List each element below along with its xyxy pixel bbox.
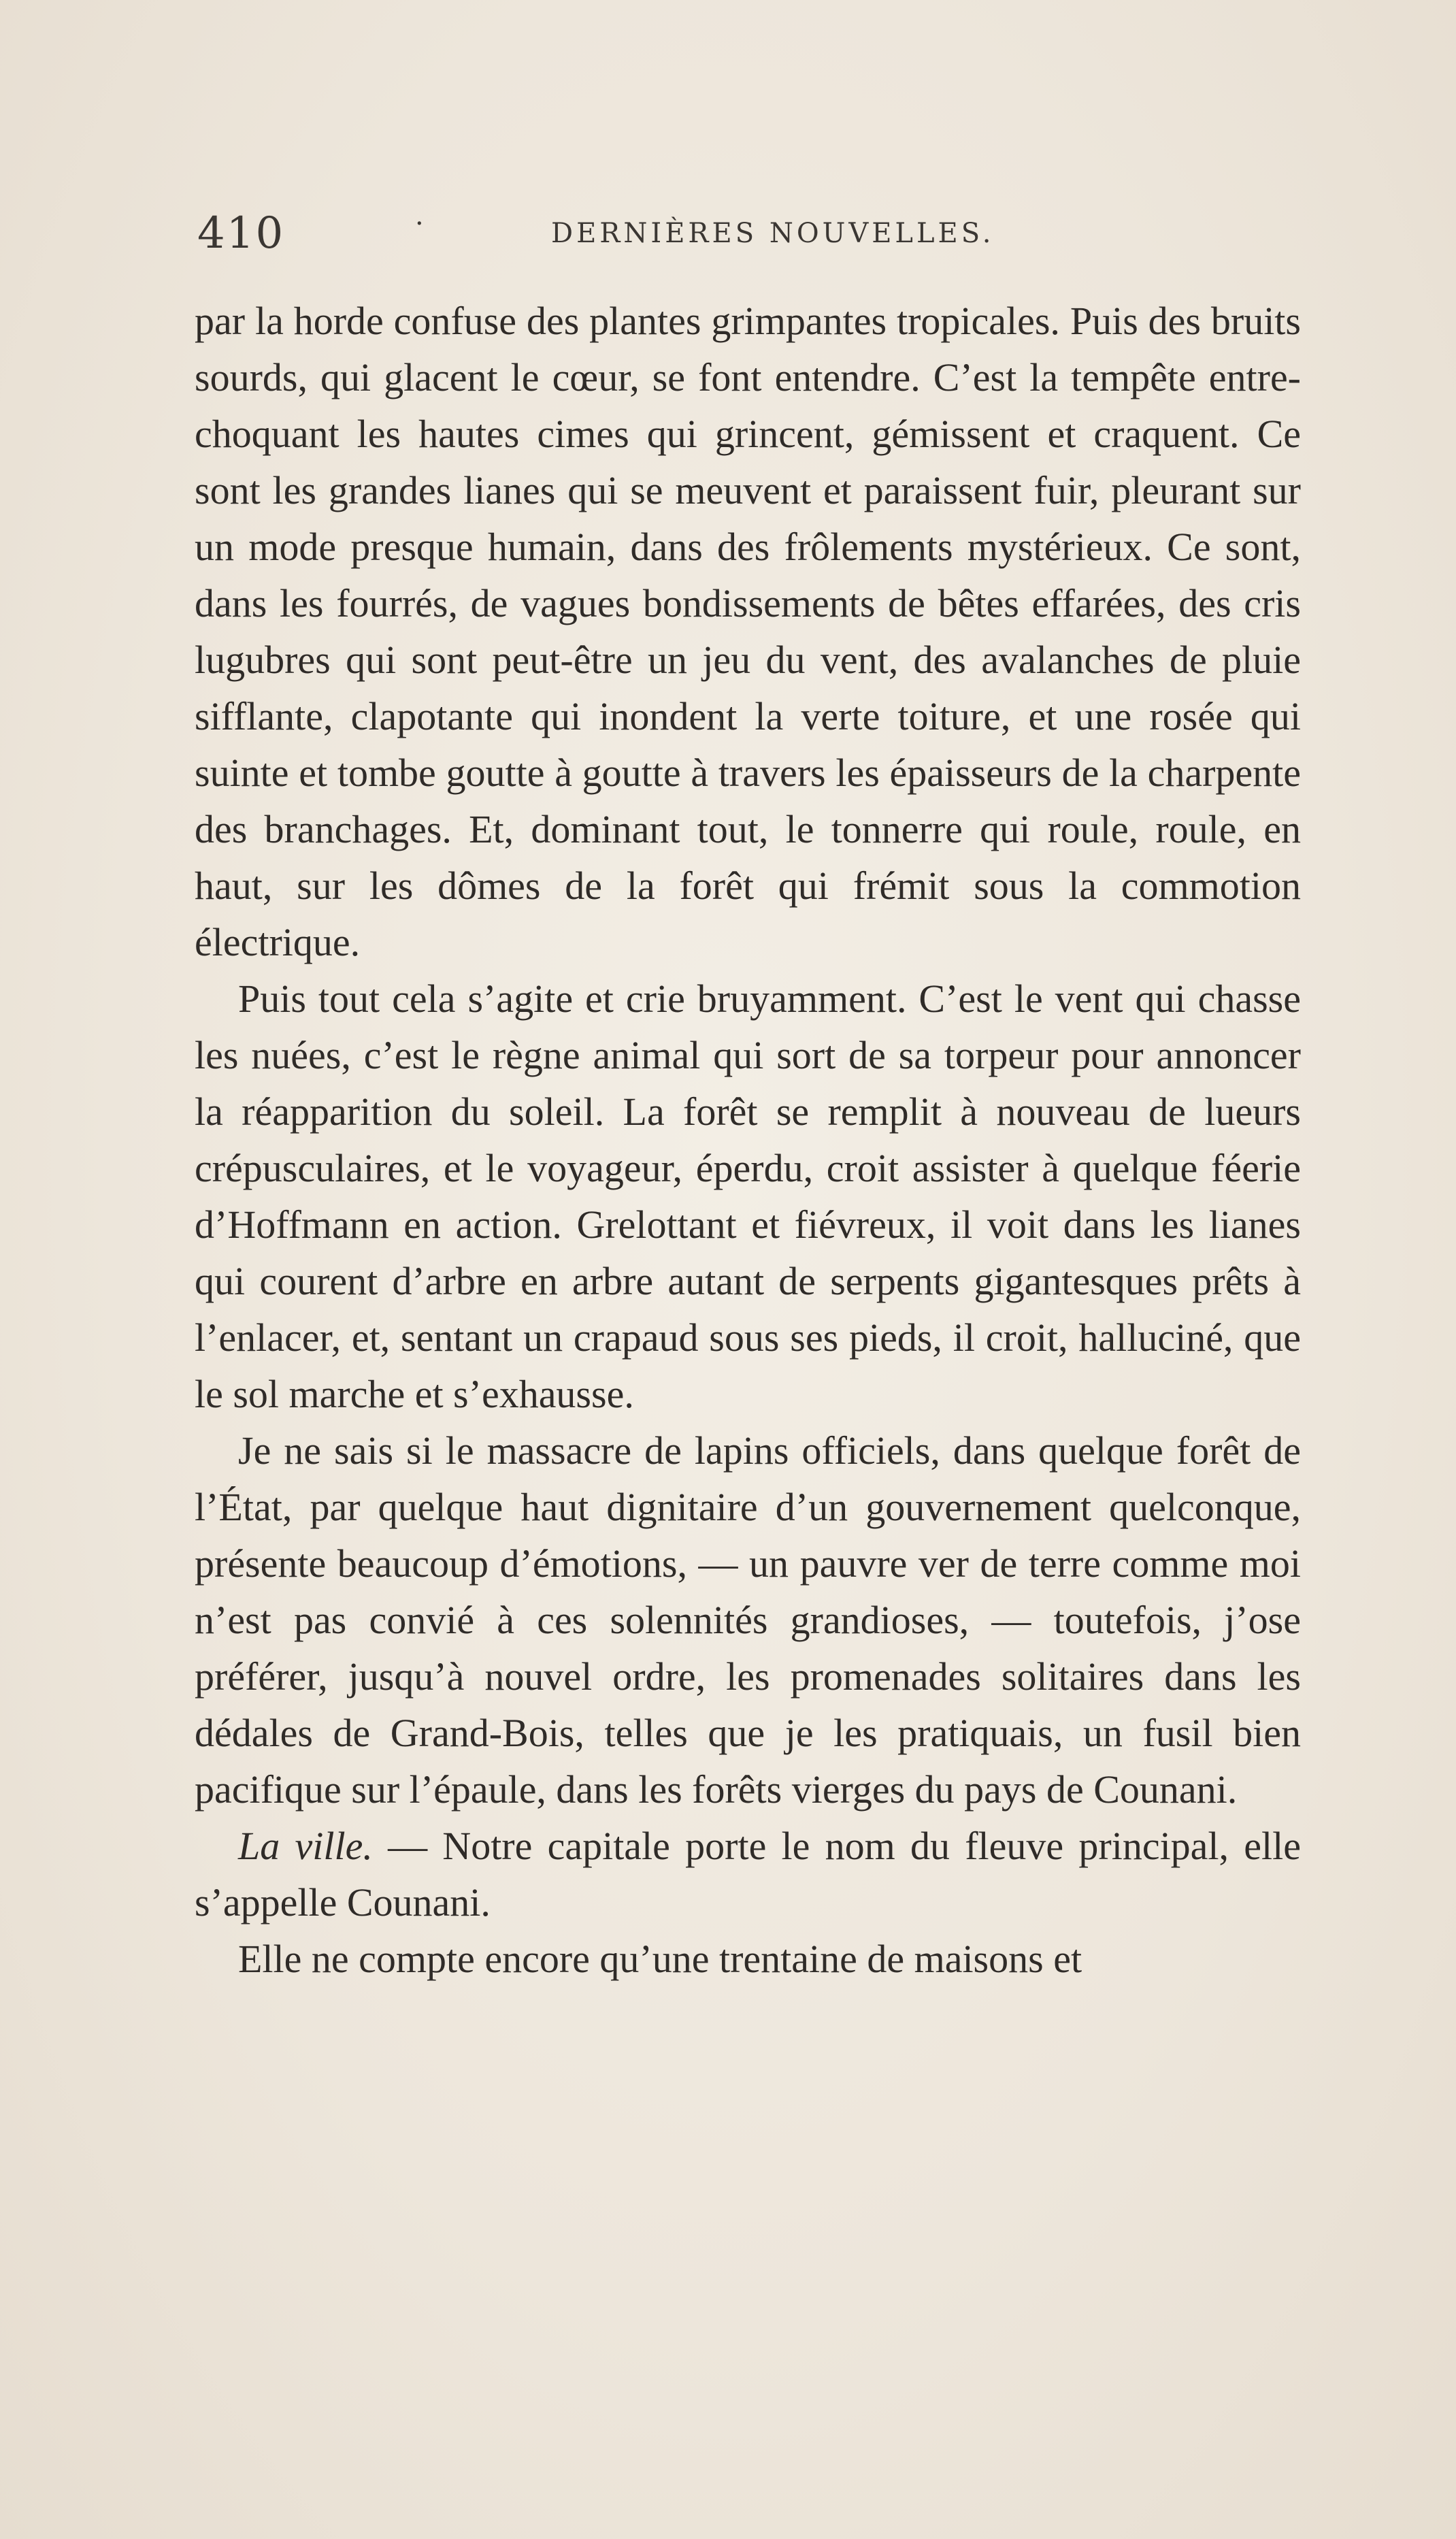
paragraph-la-ville-text: — Notre capitale porte le nom du fleuve principal, elle s’appelle Counani. — [195, 1824, 1301, 1924]
running-title: DERNIÈRES NOUVELLES. — [551, 218, 995, 249]
body-text — [195, 293, 1301, 1987]
paragraph-continuation: par la horde confuse des plantes grimpantes tropicales. Puis des bruits sourds, qui glacent le cœur, se font entendre. C’est la tempête entre-choquant les hautes cimes qui grincent, gémissent et craquent. Ce sont les grandes lianes qui se meuvent et paraissent fuir, pleurant sur un mode presque humain, dans des frôlements mystérieux. Ce sont, dans les fourrés, de vagues bondissements de bêtes effarées, des cris lugubres qui sont peut-être un jeu du vent, des avalanches de pluie sifflante, clapotante qui inondent la verte toiture, et une rosée qui suinte et tombe goutte à goutte à travers les épaisseurs de la charpente des branchages. Et, dominant tout, le tonnerre qui roule, roule, en haut, sur les dômes de la forêt qui frémit sous la commotion électrique. — [195, 299, 1301, 964]
page-header — [197, 208, 1293, 263]
page-number: 410 — [197, 208, 285, 259]
paragraph-storm-end: Puis tout cela s’agite et crie bruyamment. C’est le vent qui chasse les nuées, c’est le règne animal qui sort de sa torpeur pour annoncer la réapparition du soleil. La forêt se remplit à nouveau de lueurs crépusculaires, et le voyageur, éperdu, croit assister à quelque féerie d’Hoffmann en action. Grelottant et fiévreux, il voit dans les lianes qui courent d’arbre en arbre autant de serpents gigantesques prêts à l’enlacer, et, sentant un crapaud sous ses pieds, il croit, halluciné, que le sol marche et s’exhausse. — [195, 977, 1301, 1416]
section-lead-la-ville: La ville. — [238, 1824, 373, 1868]
paragraph-hunting: Je ne sais si le massacre de lapins officiels, dans quelque forêt de l’État, par quelque haut dignitaire d’un gouvernement quelconque, présente beaucoup d’émotions, — un pauvre ver de terre comme moi n’est pas convié à ces solennités grandioses, — toutefois, j’ose préférer, jusqu’à nouvel ordre, les promenades solitaires dans les dédales de Grand-Bois, telles que je les pratiquais, un fusil bien pacifique sur l’épaule, dans les forêts vierges du pays de Counani. — [195, 1428, 1301, 1812]
paragraph-last-line: Elle ne compte encore qu’une trentaine de maisons et — [238, 1937, 1082, 1981]
header-separator: · — [415, 208, 424, 240]
paragraph-la-ville — [195, 1818, 1301, 1931]
